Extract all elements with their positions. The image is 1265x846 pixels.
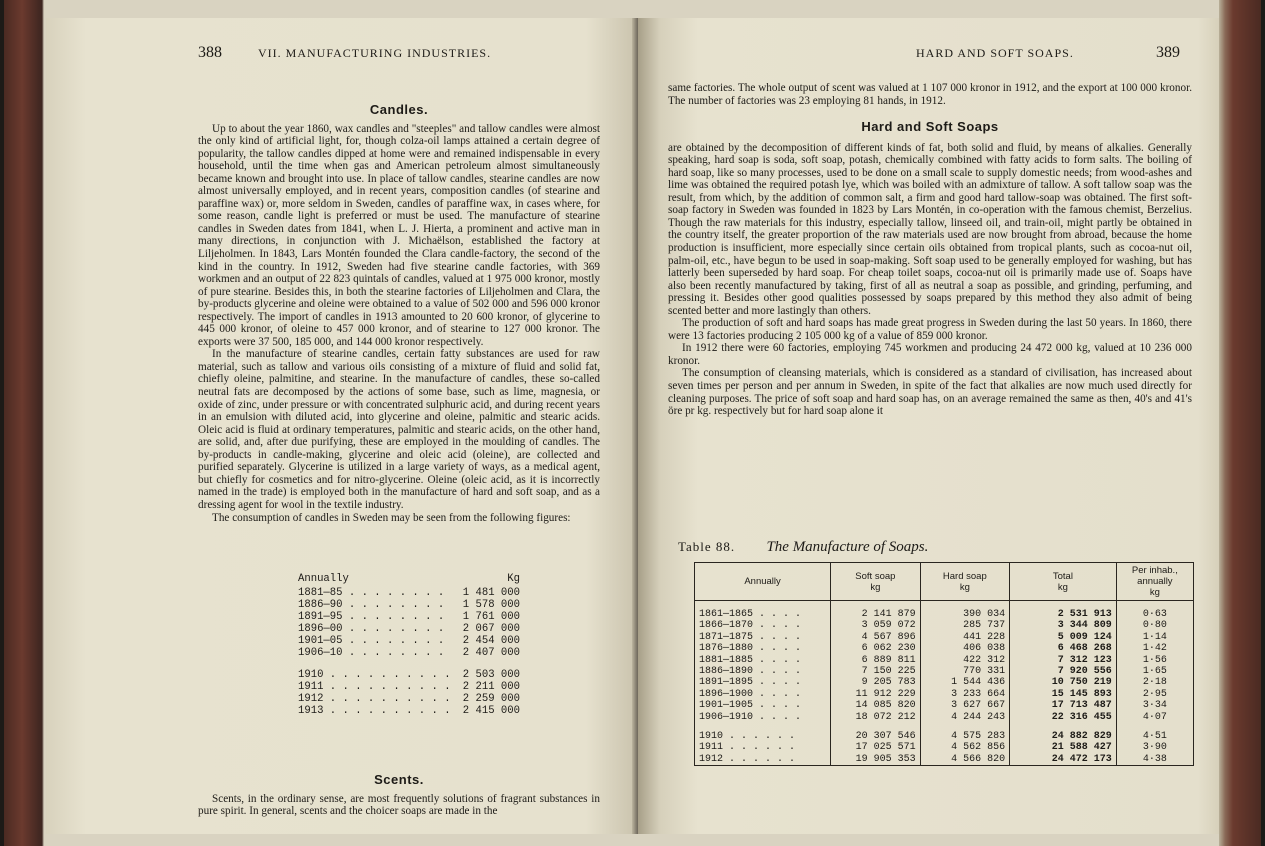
table-row bbox=[695, 689, 1194, 700]
col-soft-soap: Soft soap kg bbox=[831, 563, 920, 601]
row-total: 15 145 893 bbox=[1010, 689, 1117, 700]
row-hard-soap: 4 244 243 bbox=[920, 712, 1009, 723]
annual-kg: 2 067 000 bbox=[462, 623, 520, 635]
row-total: 24 472 173 bbox=[1010, 754, 1117, 766]
annual-row bbox=[298, 635, 520, 647]
annual-period: 1912 . . . . . . . . . . bbox=[298, 693, 451, 705]
annual-kg: 1 761 000 bbox=[462, 611, 520, 623]
row-period: 1871—1875 . . . . bbox=[695, 632, 831, 643]
table-row bbox=[695, 632, 1194, 643]
row-soft-soap: 6 062 230 bbox=[831, 643, 920, 654]
row-total: 3 344 809 bbox=[1010, 620, 1117, 631]
annual-period: 1891—95 . . . . . . . . bbox=[298, 611, 451, 623]
row-hard-soap: 406 038 bbox=[920, 643, 1009, 654]
row-per-inhabitant: 1·42 bbox=[1116, 643, 1193, 654]
row-total: 21 588 427 bbox=[1010, 742, 1117, 753]
annual-row bbox=[298, 705, 520, 717]
scents-title: Scents. bbox=[374, 772, 424, 787]
soaps-paragraph-1: are obtained by the decomposition of different kinds of fat, both solid and fluid, by means of alkalies. Generally speaking, hard soap is soda, soft soap, potash, chemically combined with fatty acids to form salts. The boiling of hard soap, like so many processes, used to be done on a small scale to supply domestic needs; from wood-ashes and lime was obtained the required potash lye, which was boiled with an admixture of tallow. A soft tallow soap was the result, from which, by the addition of common salt, a firm and good hard tallow-soap was obtained. The first soft-soap factory in Sweden was founded in 1823 by Lars Montén, in co-operation with the famous chemist, Berzelius. Though the raw materials for this industry, especially tallow, linseed oil, and train-oil, might partly be obtained in the country itself, the greater proportion of the raw materials used are now brought from abroad, because the home production is insufficient, more especially since certain oils obtained from tropical plants, such as cocoa-nut oil, palm-oil, etc., have begun to be used in soap-making. Soft soap used to be generally employed for washing, but has latterly been superseded by hard soap. For cheap toilet soaps, cocoa-nut oil is primarily made use of. Soaps have also been recently manufactured by taking, first of all as neutral a soap as possible, and grinding, perfuming, and pressing it. Besides other good qualities possessed by soaps prepared by this method they also admit of being scented better and more lastingly than others. bbox=[668, 141, 1192, 317]
row-total: 10 750 219 bbox=[1010, 677, 1117, 688]
annual-period: 1881—85 . . . . . . . . bbox=[298, 587, 451, 599]
candles-paragraph-1: Up to about the year 1860, wax candles and "steeples" and tallow candles were almost the only kind of artificial light, for, though colza-oil lamps attained a certain degree of popularity, the tallow candles dipped at home were and remained indispensable in every household, until the time when gas and American petroleum almost simultaneously became known and brought into use. In place of tallow candles, stearine candles are now almost universally employed, and in recent years, composition candles (of stearine and paraffine wax) or, more seldom in Sweden, candles of paraffine wax, in cases where, for some reason, candle light is preferred or must be used. The manufacture of stearine candles in Sweden dates from 1841, when L. J. Hierta, a prominent and active man in many directions, in conjunction with J. Michaëlson, established the factory at Liljeholmen. In 1843, Lars Montén founded the Clara candle-factory, the second of the kind in the country. In 1912, Sweden had five stearine candle factories, with 369 workmen and an output of 22 823 quintals of candles, valued at 1 975 000 kronor, mostly of pure stearine. Besides this, in both the stearine factories of Liljeholmen and Clara, the by-products glycerine and oleine were obtained to a value of 502 000 and 596 000 kronor respectively. The import of candles in 1913 amounted to 20 600 kronor, of glycerine to 445 000 kronor, of oleine to 457 000 kronor, and of stearine to 127 000 kronor. The exports were 37 500, 185 000, and 144 000 kronor respectively. bbox=[198, 122, 600, 348]
row-period: 1911 . . . . . . bbox=[695, 742, 831, 753]
table-row bbox=[695, 712, 1194, 723]
col-per-inhabitant: Per inhab., annually kg bbox=[1116, 563, 1193, 601]
annual-kg: 2 454 000 bbox=[462, 635, 520, 647]
row-period: 1891—1895 . . . . bbox=[695, 677, 831, 688]
row-hard-soap: 390 034 bbox=[920, 609, 1009, 620]
row-per-inhabitant: 4·38 bbox=[1116, 754, 1193, 766]
annual-kg: 2 211 000 bbox=[462, 681, 520, 693]
annual-kg: 2 415 000 bbox=[462, 705, 520, 717]
book-cover-edge bbox=[1219, 0, 1261, 846]
table-caption bbox=[678, 539, 1198, 556]
row-period: 1901—1905 . . . . bbox=[695, 700, 831, 711]
row-period: 1881—1885 . . . . bbox=[695, 655, 831, 666]
row-total: 7 312 123 bbox=[1010, 655, 1117, 666]
row-per-inhabitant: 1·56 bbox=[1116, 655, 1193, 666]
annual-header-period: Annually bbox=[298, 573, 349, 585]
table-row bbox=[695, 620, 1194, 631]
row-soft-soap: 14 085 820 bbox=[831, 700, 920, 711]
row-hard-soap: 4 575 283 bbox=[920, 731, 1009, 742]
row-hard-soap: 422 312 bbox=[920, 655, 1009, 666]
annual-period: 1906—10 . . . . . . . . bbox=[298, 647, 451, 659]
row-hard-soap: 4 562 856 bbox=[920, 742, 1009, 753]
annual-kg: 2 503 000 bbox=[462, 669, 520, 681]
row-period: 1876—1880 . . . . bbox=[695, 643, 831, 654]
annual-row bbox=[298, 611, 520, 623]
row-total: 17 713 487 bbox=[1010, 700, 1117, 711]
annual-row bbox=[298, 623, 520, 635]
annual-kg: 1 578 000 bbox=[462, 599, 520, 611]
annual-period: 1913 . . . . . . . . . . bbox=[298, 705, 451, 717]
col-total: Total kg bbox=[1010, 563, 1117, 601]
row-soft-soap: 9 205 783 bbox=[831, 677, 920, 688]
table-row bbox=[695, 655, 1194, 666]
scents-section bbox=[198, 774, 600, 818]
row-soft-soap: 19 905 353 bbox=[831, 754, 920, 766]
row-per-inhabitant: 2·18 bbox=[1116, 677, 1193, 688]
table-row bbox=[695, 742, 1194, 753]
row-hard-soap: 285 737 bbox=[920, 620, 1009, 631]
candles-section bbox=[198, 104, 600, 524]
soap-manufacture-table bbox=[694, 562, 1194, 766]
left-running-head: VII. MANUFACTURING INDUSTRIES. bbox=[258, 46, 492, 60]
table-row bbox=[695, 609, 1194, 620]
annual-row bbox=[298, 647, 520, 659]
row-per-inhabitant: 0·63 bbox=[1116, 609, 1193, 620]
annual-row bbox=[298, 599, 520, 611]
scents-paragraph: Scents, in the ordinary sense, are most frequently solutions of fragrant substances in pure spirit. In general, scents and the choicer soaps are made in the bbox=[198, 792, 600, 818]
scents-continued-paragraph: same factories. The whole output of scent was valued at 1 107 000 kronor in 1912, and the export at 100 000 kronor. The number of factories was 23 employing 81 hands, in 1912. bbox=[668, 82, 1192, 107]
table-title: The Manufacture of Soaps. bbox=[766, 539, 929, 555]
row-soft-soap: 3 059 072 bbox=[831, 620, 920, 631]
candles-paragraph-3: The consumption of candles in Sweden may be seen from the following figures: bbox=[212, 511, 571, 524]
annual-period: 1911 . . . . . . . . . . bbox=[298, 681, 451, 693]
table-row bbox=[695, 731, 1194, 742]
col-annually: Annually bbox=[695, 563, 831, 601]
table-row bbox=[695, 754, 1194, 766]
annual-row bbox=[298, 693, 520, 705]
annual-kg: 2 407 000 bbox=[462, 647, 520, 659]
soaps-title: Hard and Soft Soaps bbox=[861, 119, 999, 135]
row-period: 1906—1910 . . . . bbox=[695, 712, 831, 723]
annual-period: 1910 . . . . . . . . . . bbox=[298, 669, 451, 681]
row-per-inhabitant: 3·90 bbox=[1116, 742, 1193, 753]
annual-period: 1896—00 . . . . . . . . bbox=[298, 623, 451, 635]
row-period: 1912 . . . . . . bbox=[695, 754, 831, 766]
row-period: 1910 . . . . . . bbox=[695, 731, 831, 742]
row-total: 5 009 124 bbox=[1010, 632, 1117, 643]
row-soft-soap: 4 567 896 bbox=[831, 632, 920, 643]
candles-paragraph-2: In the manufacture of stearine candles, certain fatty substances are used for raw material, such as tallow and various oils consisting of a mixture of fluid and solid fat, chiefly oleine, palmitine, and stearine. In the manufacture of candles, these so-called neutral fats are decomposed by the actions of some base, such as lime, magnesia, or oxide of zinc, under pressure or with concentrated sulphuric acid, and during recent years in an emulsion with diluted acid, into glycerine and oleine, palmitic and stearic acids. Oleic acid is fluid at ordinary temperatures, palmitic and stearic acids, on the other hand, are solid, and, after due purifying, these are employed in the moulding of candles. The by-products in candle-making, glycerine and oleic acid (oleine), are collected and purified separately. Glycerine is utilized in a large variety of ways, as a medical agent, but chiefly for cosmetics and for nitro-glycerine. Oleine (oleic acid, as it is incorrectly named in the trade) is employed both in the manufacture of hard and soft soap, and as a dressing agent for wool in the textile industry. bbox=[198, 348, 600, 511]
candles-title: Candles. bbox=[369, 102, 429, 117]
annual-row bbox=[298, 587, 520, 599]
row-per-inhabitant: 2·95 bbox=[1116, 689, 1193, 700]
row-per-inhabitant: 4·51 bbox=[1116, 731, 1193, 742]
col-hard-soap: Hard soap kg bbox=[920, 563, 1009, 601]
table-number: Table 88. bbox=[678, 539, 736, 554]
right-running-head: HARD AND SOFT SOAPS. bbox=[916, 46, 1074, 60]
annual-row bbox=[298, 681, 520, 693]
row-period: 1886—1890 . . . . bbox=[695, 666, 831, 677]
row-soft-soap: 6 889 811 bbox=[831, 655, 920, 666]
row-period: 1866—1870 . . . . bbox=[695, 620, 831, 631]
row-per-inhabitant: 3·34 bbox=[1116, 700, 1193, 711]
row-hard-soap: 3 233 664 bbox=[920, 689, 1009, 700]
annual-row bbox=[298, 669, 520, 681]
annual-kg: 1 481 000 bbox=[462, 587, 520, 599]
row-per-inhabitant: 4·07 bbox=[1116, 712, 1193, 723]
row-per-inhabitant: 1·65 bbox=[1116, 666, 1193, 677]
right-page-number: 389 bbox=[1156, 44, 1180, 61]
row-total: 7 920 556 bbox=[1010, 666, 1117, 677]
row-hard-soap: 4 566 820 bbox=[920, 754, 1009, 766]
row-soft-soap: 7 150 225 bbox=[831, 666, 920, 677]
row-soft-soap: 17 025 571 bbox=[831, 742, 920, 753]
row-period: 1896—1900 . . . . bbox=[695, 689, 831, 700]
row-soft-soap: 18 072 212 bbox=[831, 712, 920, 723]
table-row bbox=[695, 666, 1194, 677]
candle-consumption-table bbox=[298, 573, 520, 717]
row-total: 24 882 829 bbox=[1010, 731, 1117, 742]
row-soft-soap: 2 141 879 bbox=[831, 609, 920, 620]
row-per-inhabitant: 0·80 bbox=[1116, 620, 1193, 631]
row-total: 2 531 913 bbox=[1010, 609, 1117, 620]
soaps-paragraph-2: The production of soft and hard soaps has made great progress in Sweden during the last 50 years. In 1860, there were 13 factories producing 2 105 000 kg of a value of 859 000 kronor. bbox=[668, 317, 1192, 342]
row-hard-soap: 3 627 667 bbox=[920, 700, 1009, 711]
row-per-inhabitant: 1·14 bbox=[1116, 632, 1193, 643]
annual-header-kg: Kg bbox=[507, 573, 520, 585]
row-soft-soap: 11 912 229 bbox=[831, 689, 920, 700]
row-total: 22 316 455 bbox=[1010, 712, 1117, 723]
annual-period: 1901—05 . . . . . . . . bbox=[298, 635, 451, 647]
row-soft-soap: 20 307 546 bbox=[831, 731, 920, 742]
row-hard-soap: 770 331 bbox=[920, 666, 1009, 677]
table-row bbox=[695, 700, 1194, 711]
annual-period: 1886—90 . . . . . . . . bbox=[298, 599, 451, 611]
soaps-paragraph-3: In 1912 there were 60 factories, employing 745 workmen and producing 24 472 000 kg, valued at 10 236 000 kronor. bbox=[668, 342, 1192, 367]
left-page-number: 388 bbox=[198, 44, 222, 61]
annual-kg: 2 259 000 bbox=[462, 693, 520, 705]
table-row bbox=[695, 677, 1194, 688]
row-hard-soap: 1 544 436 bbox=[920, 677, 1009, 688]
row-hard-soap: 441 228 bbox=[920, 632, 1009, 643]
row-total: 6 468 268 bbox=[1010, 643, 1117, 654]
soaps-paragraph-4: The consumption of cleansing materials, which is considered as a standard of civilisation, has increased about seven times per person and per annum in Sweden, in spite of the fact that alkalies are now much used directly for cleaning purposes. The price of soft soap and hard soap has, on an average remained the same as then, 40's and 41's öre pr kg. respectively but for hard soap alone it bbox=[668, 367, 1192, 418]
row-period: 1861—1865 . . . . bbox=[695, 609, 831, 620]
soaps-section bbox=[668, 82, 1192, 418]
table-row bbox=[695, 643, 1194, 654]
